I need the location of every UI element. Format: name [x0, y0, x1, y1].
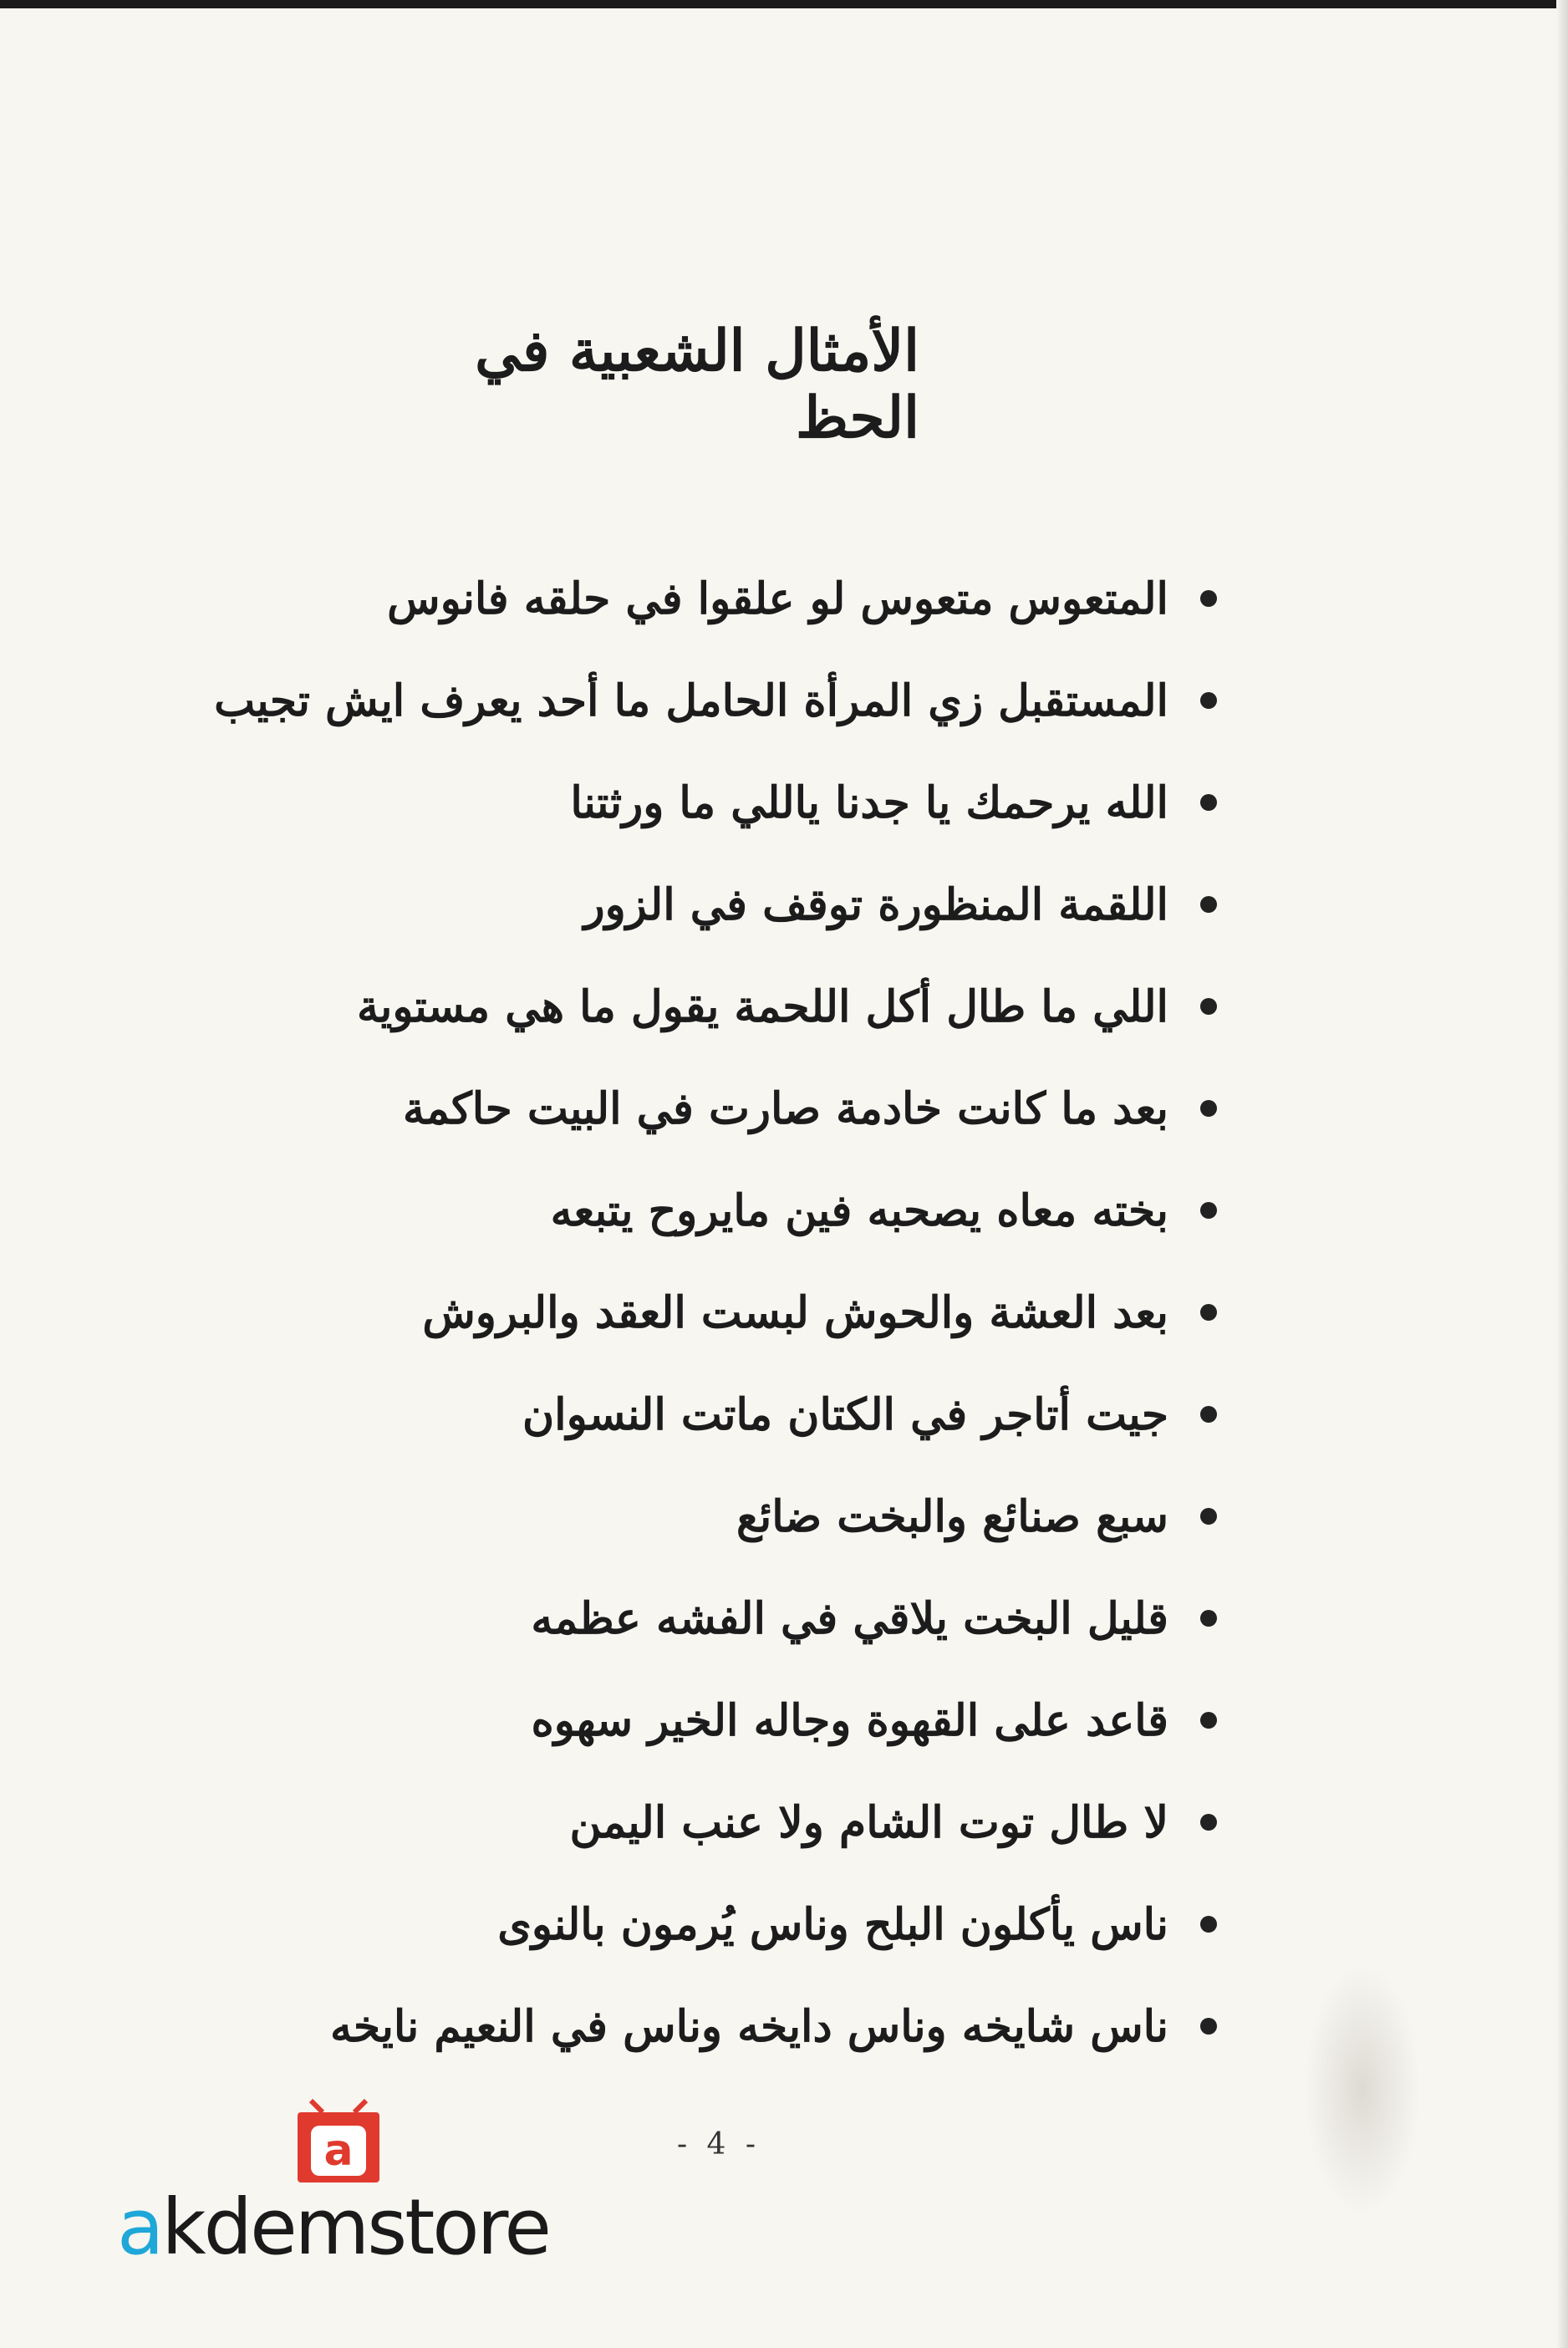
list-item: [298, 1771, 1217, 1873]
gift-bag-icon: [293, 2094, 384, 2186]
proverb-text: لا طال توت الشام ولا عنب اليمن: [569, 1796, 1168, 1848]
list-item: [298, 1873, 1217, 1975]
proverb-text: قاعد على القهوة وجاله الخير سهوه: [531, 1694, 1168, 1746]
proverb-list: [214, 548, 1217, 2077]
list-item: [298, 1465, 1217, 1567]
page-title: الأمثال الشعبية في الحظ: [475, 318, 919, 451]
bullet-icon: [1200, 1304, 1217, 1321]
list-item: [298, 1159, 1217, 1261]
bullet-icon: [1200, 1508, 1217, 1525]
list-item: [214, 649, 1217, 751]
watermark-logo: [117, 2094, 585, 2272]
list-item: [298, 1261, 1217, 1363]
proverb-text: ناس شايخه وناس دايخه وناس في النعيم نايخه: [330, 2000, 1168, 2052]
list-item: [298, 1975, 1217, 2077]
list-item: [298, 853, 1217, 955]
watermark-brand-rest: kdemstore: [161, 2182, 549, 2272]
bullet-icon: [1200, 794, 1217, 811]
paper-stain: [1304, 1964, 1421, 2215]
bullet-icon: [1200, 1610, 1217, 1627]
proverb-text: المستقبل زي المرأة الحامل ما أحد يعرف ايش تجيب: [214, 675, 1168, 726]
proverb-text: اللي ما طال أكل اللحمة يقول ما هي مستوية: [356, 980, 1168, 1032]
proverb-text: جيت أتاجر في الكتان ماتت النسوان: [522, 1388, 1168, 1440]
proverb-text: قليل البخت يلاقي في الفشه عظمه: [531, 1592, 1168, 1644]
bullet-icon: [1200, 692, 1217, 709]
proverb-text: بعد ما كانت خادمة صارت في البيت حاكمة: [403, 1082, 1168, 1134]
scan-top-edge: [0, 0, 1568, 8]
proverb-text: بخته معاه يصحبه فين مايروح يتبعه: [550, 1184, 1168, 1236]
list-item: [298, 1669, 1217, 1771]
bullet-icon: [1200, 1100, 1217, 1117]
bullet-icon: [1200, 590, 1217, 607]
svg-text:a: a: [323, 2126, 354, 2176]
list-item: [298, 1567, 1217, 1669]
list-item: [298, 1363, 1217, 1465]
proverb-text: بعد العشة والحوش لبست العقد والبروش: [422, 1286, 1168, 1338]
scan-right-edge: [1556, 0, 1568, 2348]
bullet-icon: [1200, 2018, 1217, 2035]
list-item: [298, 955, 1217, 1057]
list-item: [298, 548, 1217, 649]
bullet-icon: [1200, 998, 1217, 1015]
bullet-icon: [1200, 1916, 1217, 1933]
proverb-text: ناس يأكلون البلح وناس يُرمون بالنوى: [497, 1898, 1168, 1950]
bullet-icon: [1200, 1712, 1217, 1729]
bullet-icon: [1200, 1814, 1217, 1831]
list-item: [298, 1057, 1217, 1159]
watermark-letter-a: a: [117, 2182, 162, 2272]
bullet-icon: [1200, 896, 1217, 913]
bullet-icon: [1200, 1406, 1217, 1423]
proverb-text: اللقمة المنظورة توقف في الزور: [583, 879, 1168, 930]
proverb-text: الله يرحمك يا جدنا ياللي ما ورثتنا: [570, 777, 1168, 828]
bullet-icon: [1200, 1202, 1217, 1219]
proverb-text: المتعوس متعوس لو علقوا في حلقه فانوس: [387, 573, 1168, 624]
proverb-text: سبع صنائع والبخت ضائع: [736, 1490, 1168, 1542]
page-number: - 4 -: [676, 2127, 761, 2162]
list-item: [298, 751, 1217, 853]
watermark-text: [117, 2182, 549, 2272]
